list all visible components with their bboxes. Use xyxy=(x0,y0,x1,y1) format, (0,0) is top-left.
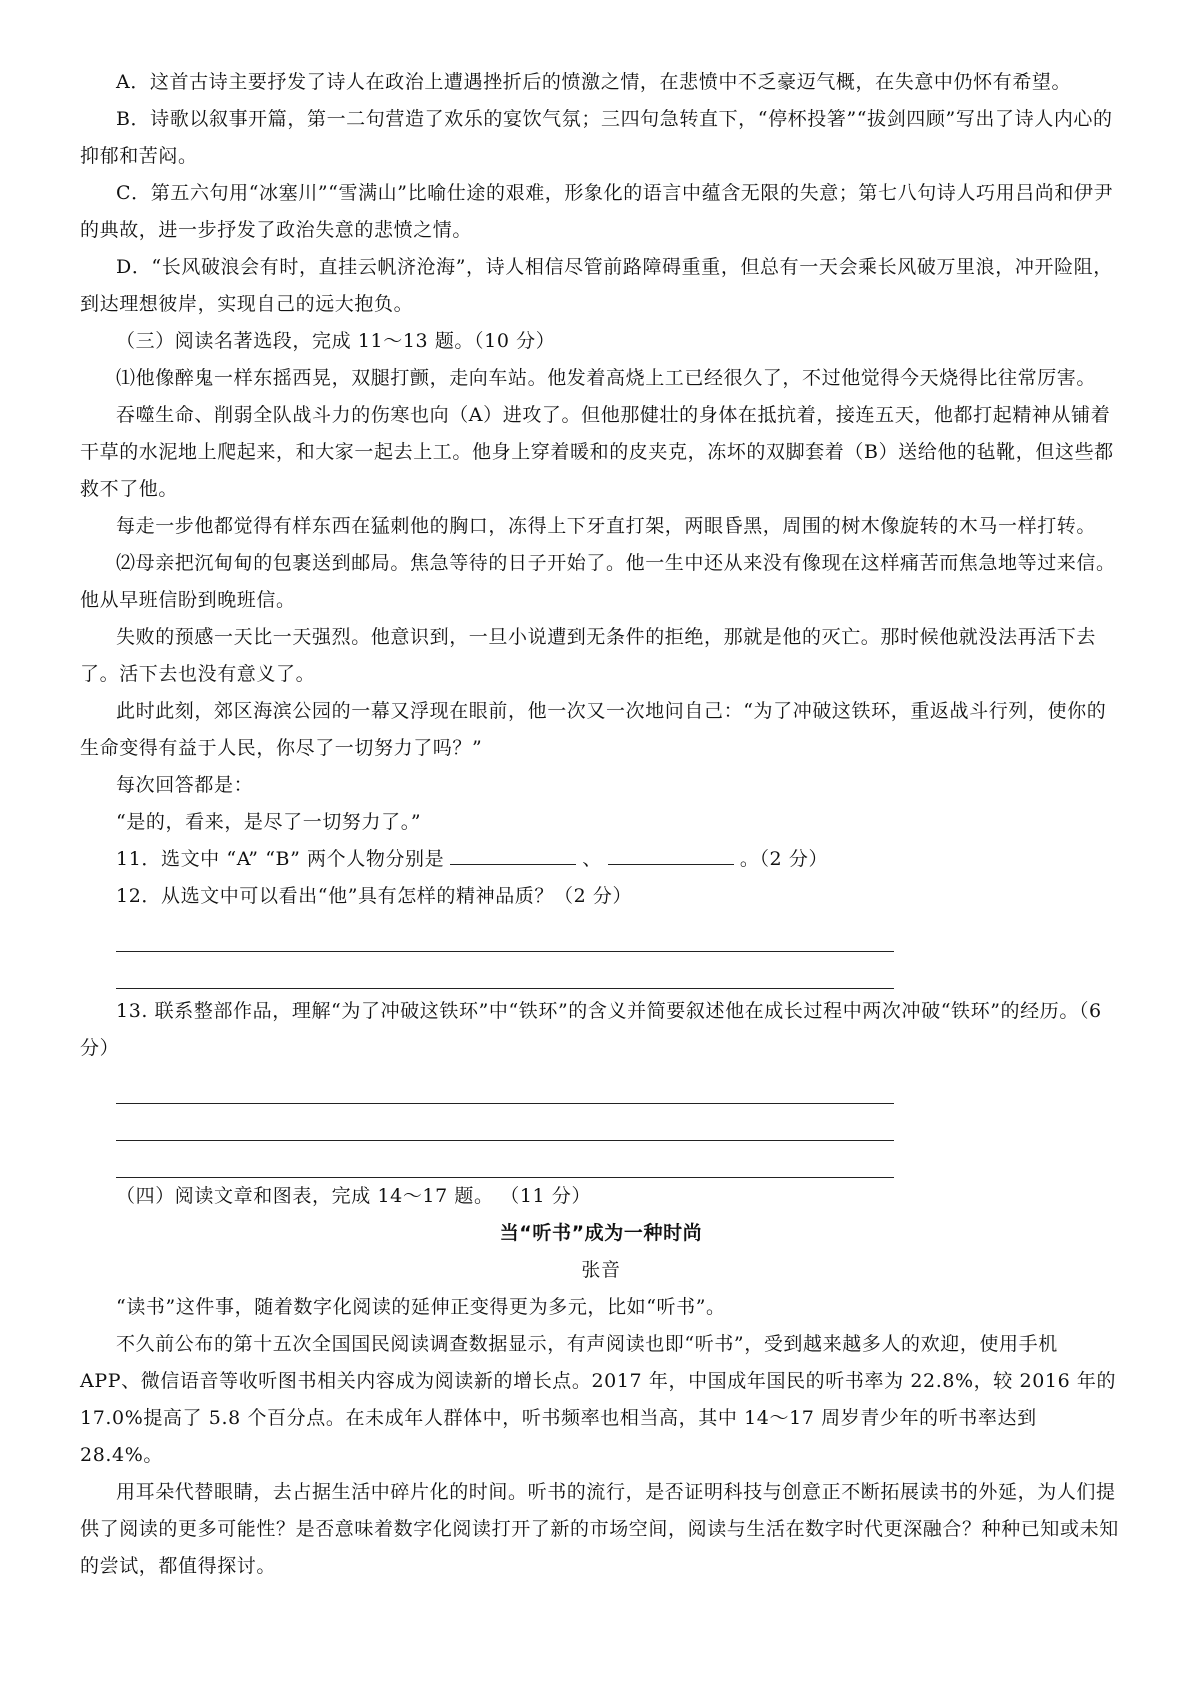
excerpt-paragraph: 每次回答都是： xyxy=(116,774,254,796)
question-11 xyxy=(80,841,1122,878)
answer-blank-a[interactable] xyxy=(450,844,576,865)
option-b: B．诗歌以叙事开篇，第一二句营造了欢乐的宴饮气氛；三四句急转直下，“停杯投箸”“拔剑四顾”写出了诗人内心的抑郁和苦闷。 xyxy=(80,108,1113,167)
question-12: 12．从选文中可以看出“他”具有怎样的精神品质？（2 分） xyxy=(116,885,633,907)
question-11-separator: 、 xyxy=(582,848,602,870)
answer-line[interactable] xyxy=(116,1104,894,1141)
article-paragraph: “读书”这件事，随着数字化阅读的延伸正变得更为多元，比如“听书”。 xyxy=(116,1296,726,1318)
answer-blank-b[interactable] xyxy=(608,844,734,865)
answer-line[interactable] xyxy=(116,952,894,989)
exam-page xyxy=(80,64,1122,1585)
article-author: 张音 xyxy=(581,1259,621,1281)
excerpt-paragraph: 每走一步他都觉得有样东西在猛刺他的胸口，冻得上下牙直打架，两眼昏黑，周围的树木像旋转的木马一样打转。 xyxy=(116,515,1097,537)
question-13: 13. 联系整部作品，理解“为了冲破这铁环”中“铁环”的含义并简要叙述他在成长过程中两次冲破“铁环”的经历。（6 分） xyxy=(80,1000,1102,1059)
option-d: D．“长风破浪会有时，直挂云帆济沧海”，诗人相信尽管前路障碍重重，但总有一天会乘长风破万里浪，冲开险阻，到达理想彼岸，实现自己的远大抱负。 xyxy=(80,256,1113,315)
article-paragraph: 不久前公布的第十五次全国国民阅读调查数据显示，有声阅读也即“听书”，受到越来越多人的欢迎，使用手机 APP、微信语音等收听图书相关内容成为阅读新的增长点。2017 年，中国成年国民的听书率为 22.8%，较 2016 年的 17.0%提高了 5.8 个百分点。在未成年人群体中，听书频率也相当高，其中 14～17 周岁青少年的听书率达到 28.4%。 xyxy=(80,1333,1117,1466)
section-4-heading: （四）阅读文章和图表，完成 14～17 题。 （11 分） xyxy=(116,1185,592,1207)
question-11-suffix: 。（2 分） xyxy=(739,848,829,870)
answer-line[interactable] xyxy=(116,1141,894,1178)
excerpt-paragraph: ⑴他像醉鬼一样东摇西晃，双腿打颤，走向车站。他发着高烧上工已经很久了，不过他觉得今天烧得比往常厉害。 xyxy=(116,367,1097,389)
article-paragraph: 用耳朵代替眼睛，去占据生活中碎片化的时间。听书的流行，是否证明科技与创意正不断拓展读书的外延，为人们提供了阅读的更多可能性？是否意味着数字化阅读打开了新的市场空间，阅读与生活在数字时代更深融合？种种已知或未知的尝试，都值得探讨。 xyxy=(80,1481,1119,1577)
section-3-heading: （三）阅读名著选段，完成 11～13 题。（10 分） xyxy=(116,330,556,352)
excerpt-paragraph: 失败的预感一天比一天强烈。他意识到，一旦小说遭到无条件的拒绝，那就是他的灭亡。那时候他就没法再活下去了。活下去也没有意义了。 xyxy=(80,626,1097,685)
answer-line[interactable] xyxy=(116,1067,894,1104)
excerpt-paragraph: 此时此刻，郊区海滨公园的一幕又浮现在眼前，他一次又一次地问自己：“为了冲破这铁环，重返战斗行列，使你的生命变得有益于人民，你尽了一切努力了吗？” xyxy=(80,700,1107,759)
article-title: 当“听书”成为一种时尚 xyxy=(499,1222,703,1244)
excerpt-paragraph: ⑵母亲把沉甸甸的包裹送到邮局。焦急等待的日子开始了。他一生中还从来没有像现在这样痛苦而焦急地等过来信。他从早班信盼到晚班信。 xyxy=(80,552,1116,611)
question-11-prefix: 11．选文中 “A” “B” 两个人物分别是 xyxy=(116,848,445,870)
option-a: A．这首古诗主要抒发了诗人在政治上遭遇挫折后的愤激之情，在悲愤中不乏豪迈气概，在失意中仍怀有希望。 xyxy=(116,71,1072,93)
excerpt-paragraph: “是的，看来，是尽了一切努力了。” xyxy=(116,811,422,833)
answer-line[interactable] xyxy=(116,915,894,952)
excerpt-paragraph: 吞噬生命、削弱全队战斗力的伤寒也向（A）进攻了。但他那健壮的身体在抵抗着，接连五天，他都打起精神从铺着干草的水泥地上爬起来，和大家一起去上工。他身上穿着暖和的皮夹克，冻坏的双脚套着（B）送给他的毡靴，但这些都救不了他。 xyxy=(80,404,1114,500)
option-c: C．第五六句用“冰塞川”“雪满山”比喻仕途的艰难，形象化的语言中蕴含无限的失意；第七八句诗人巧用吕尚和伊尹的典故，进一步抒发了政治失意的悲愤之情。 xyxy=(80,182,1114,241)
